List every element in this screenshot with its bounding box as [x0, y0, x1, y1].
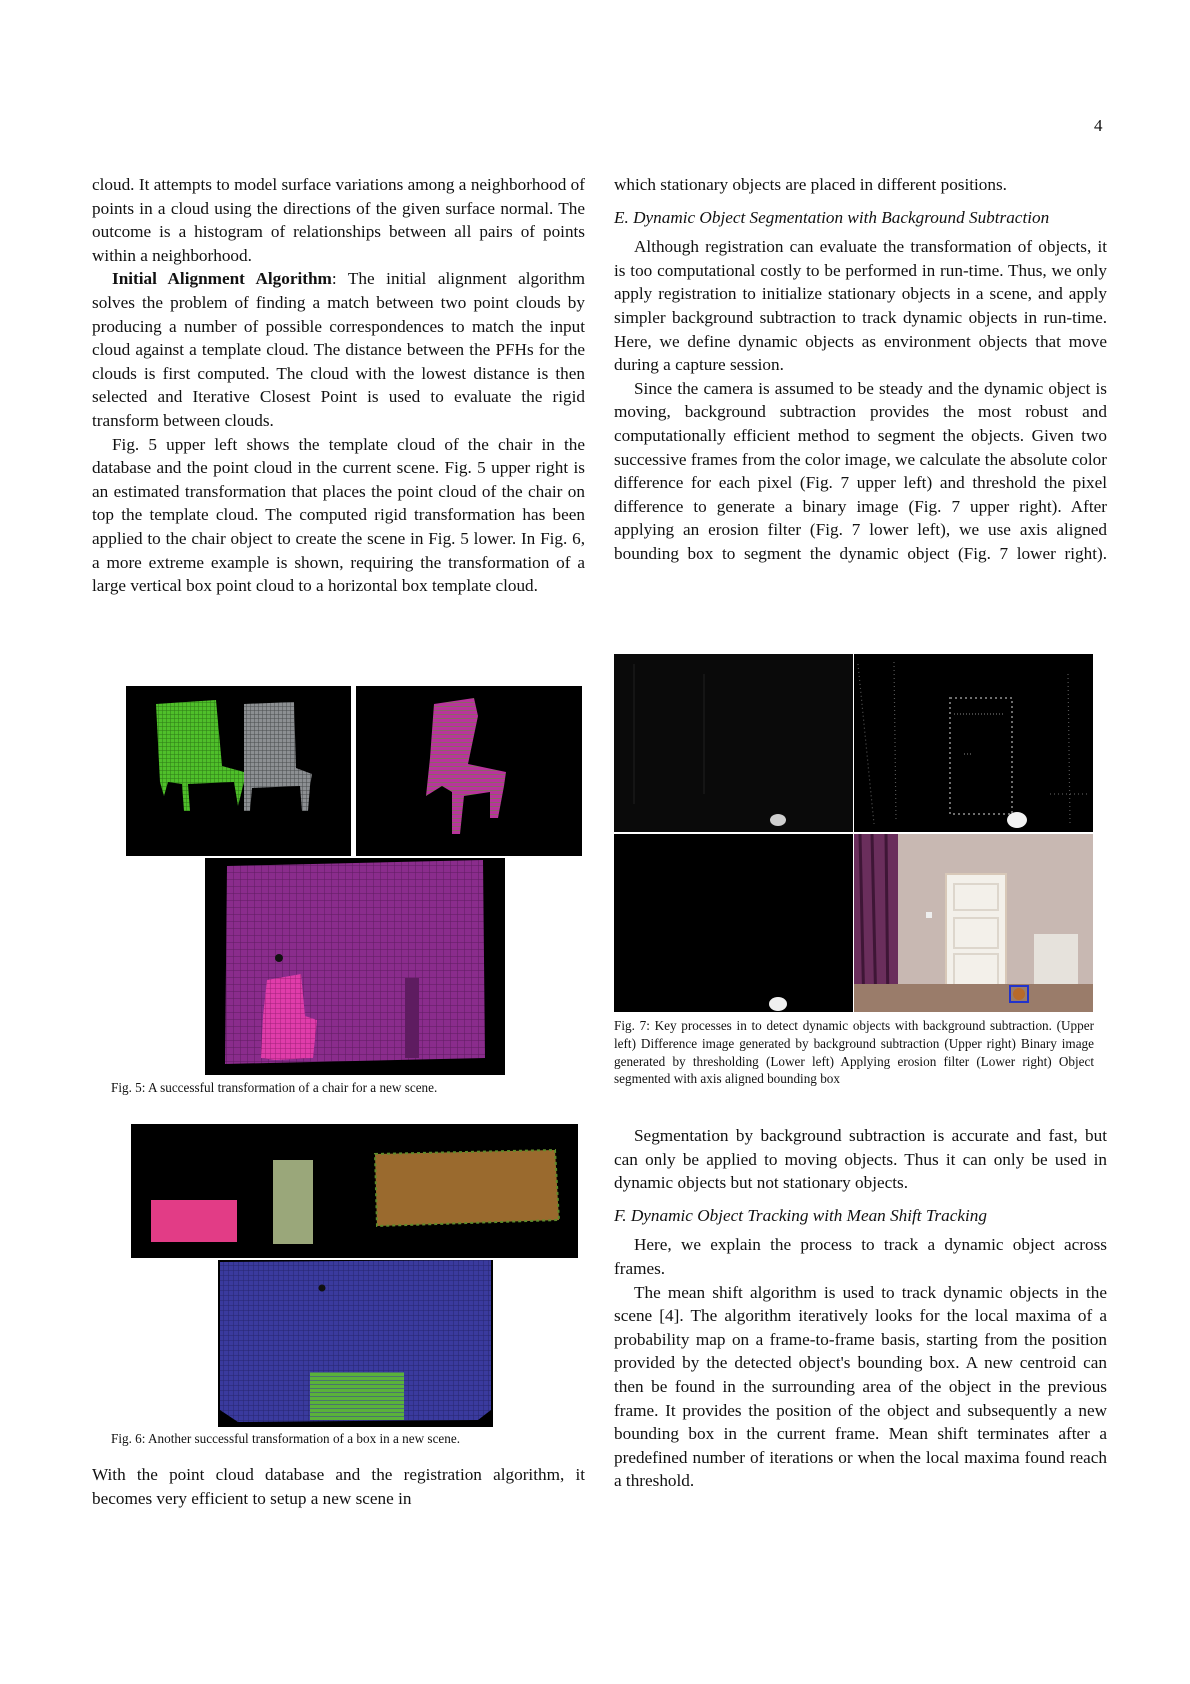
left-paragraph-1: cloud. It attempts to model surface variations among a neighborhood of points in a cloud using the directions of the given surface normal. The outcome is a histogram of relationships between all pairs of points within a neighborhood. [92, 175, 585, 265]
fig7-binary-image [854, 654, 1093, 832]
page-number: 4 [1094, 116, 1103, 135]
right-paragraph-5: Here, we explain the process to track a dynamic object across frames. [614, 1235, 1107, 1278]
fig5-caption: Fig. 5: A successful transformation of a chair for a new scene. [111, 1080, 438, 1095]
left-paragraph-3: Fig. 5 upper left shows the template cloud of the chair in the database and the point cloud in the current scene. Fig. 5 upper right is an estimated transformation that places the point cloud of the chair on top the template cloud. The computed rigid transformation has been applied to the chair object to create the scene in Fig. 5 lower. In Fig. 6, a more extreme example is shown, requiring the transformation of a large vertical box point cloud to a horizontal box template cloud. [92, 434, 585, 596]
fig6-template-boxes-image [131, 1124, 578, 1258]
fig6-new-scene-image [218, 1260, 493, 1427]
fig6-caption: Fig. 6: Another successful transformation of a box in a new scene. [111, 1431, 461, 1446]
right-paragraph-4: Segmentation by background subtraction is accurate and fast, but can only be applied to moving objects. Thus it can only be used in dynamic objects but not stationary objects. [614, 1126, 1107, 1193]
fig5-transformed-chair-image [356, 686, 582, 856]
initial-alignment-text: : The initial alignment algorithm solves the problem of finding a match between two point clouds by producing a number of possible correspondences to match the input cloud against a template cloud. The distance between the PFHs for the clouds is first computed. The cloud with the lowest distance is then selected and Iterative Closest Point is used to evaluate the rigid transform between clouds. [92, 269, 585, 430]
heading-e: E. Dynamic Object Segmentation with Background Subtraction [614, 207, 1050, 227]
initial-alignment-runin: Initial Alignment Algorithm [112, 269, 332, 289]
fig7-difference-image [614, 654, 853, 832]
left-column [92, 173, 585, 598]
right-lower-text [614, 1124, 1107, 1493]
heading-f: F. Dynamic Object Tracking with Mean Shift Tracking [614, 1205, 987, 1225]
fig5-template-chairs-image [126, 686, 351, 856]
fig7-segmented-image [854, 834, 1093, 1012]
right-paragraph-6: The mean shift algorithm is used to track dynamic objects in the scene [4]. The algorithm iteratively looks for the local maxima of a probability map on a frame-to-frame basis, starting from the position provided by the detected object's bounding box. A new centroid can then be found in the surrounding area of the object in the previous frame. It provides the position of the object and subsequently a new bounding box in the current frame. Mean shift terminates after a predefined number of iterations or when the local maxima found reach a threshold. [614, 1282, 1107, 1491]
right-column [614, 173, 1107, 566]
left-paragraph-2 [92, 267, 585, 432]
left-paragraph-4-container [92, 1463, 585, 1510]
left-paragraph-4: With the point cloud database and the registration algorithm, it becomes very efficient to setup a new scene in [92, 1465, 585, 1508]
right-paragraph-2: Although registration can evaluate the transformation of objects, it is too computational costly to be performed in run-time. Thus, we only apply registration to initialize stationary objects in a scene, and apply simpler background subtraction to track dynamic objects in run-time. Here, we define dynamic objects as environment objects that move during a capture session. [614, 237, 1107, 375]
fig5-new-scene-image [205, 858, 505, 1075]
fig7-caption: Fig. 7: Key processes in to detect dynamic objects with background subtraction. (Upper left) Difference image generated by background subtraction (Upper right) Binary image generated by thresholding (Lower left) Applying erosion filter (Lower right) Object segmented with axis aligned bounding box [614, 1018, 1094, 1087]
fig7-erosion-image [614, 834, 853, 1012]
right-paragraph-1: which stationary objects are placed in different positions. [614, 175, 1007, 194]
right-paragraph-3: Since the camera is assumed to be steady and the dynamic object is moving, background subtraction provides the most robust and computationally efficient method to segment the objects. Given two successive frames from the color image, we calculate the absolute color difference for each pixel (Fig. 7 upper left) and threshold the pixel difference to generate a binary image (Fig. 7 upper right). After applying an erosion filter (Fig. 7 lower left), we use axis aligned bounding box to segment the dynamic object (Fig. 7 lower right). [614, 378, 1107, 563]
